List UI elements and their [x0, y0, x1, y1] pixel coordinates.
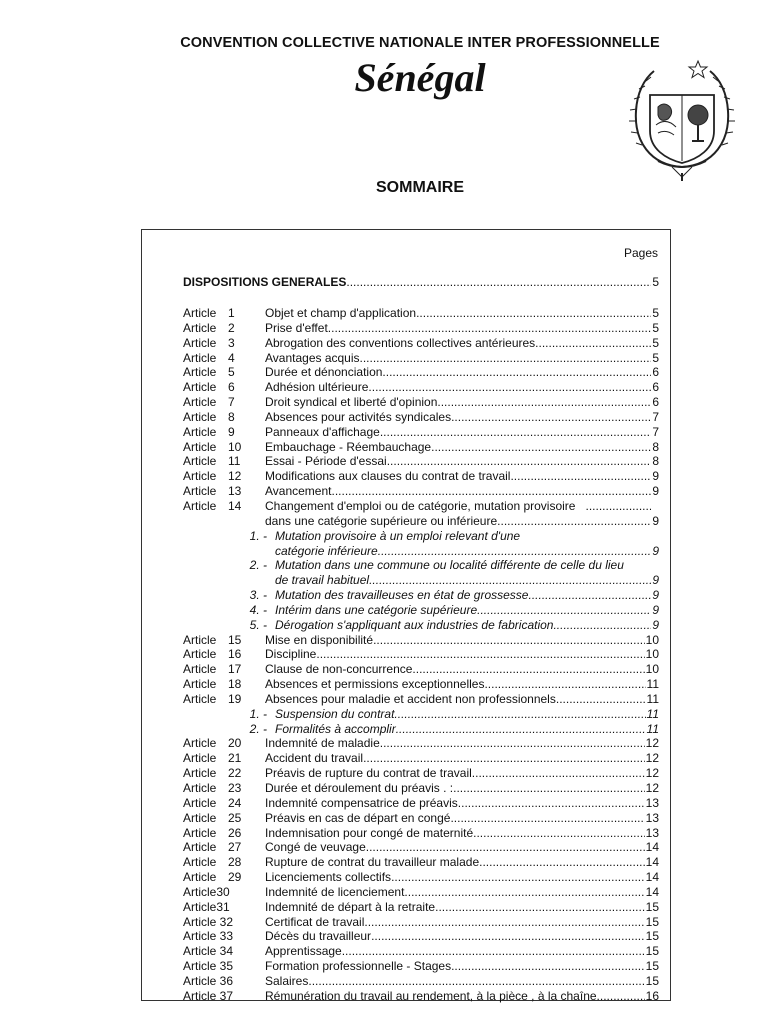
toc-article-number: 29 [228, 870, 242, 885]
toc-row [183, 840, 659, 855]
toc-page-number: 15 [645, 959, 659, 974]
toc-entry-title: Modifications aux clauses du contrat de travail [265, 469, 511, 484]
toc-page-number: 13 [645, 825, 659, 840]
toc-article-number: 22 [228, 766, 242, 781]
toc-entry-title: Absences et permissions exceptionnelles [265, 677, 485, 692]
toc-article-number: 4 [228, 350, 235, 365]
toc-article-label: Article 19 [183, 691, 242, 706]
toc-entry-title: Discipline [265, 647, 317, 662]
toc-article-number: 5 [228, 365, 235, 380]
toc-row [183, 484, 659, 499]
toc-row [183, 722, 659, 737]
toc-entry-title: Panneaux d'affichage [265, 424, 380, 439]
toc-row [183, 499, 659, 514]
toc-row [183, 469, 659, 484]
toc-page-number: 15 [645, 899, 659, 914]
toc-article-label: Article 9 [183, 424, 235, 439]
toc-entry-title: Décès du travailleur [265, 929, 372, 944]
toc-entry-title: Apprentissage [265, 944, 342, 959]
toc-article-number: 7 [228, 395, 235, 410]
toc-row [183, 736, 659, 751]
toc-entry-title: Dérogation s'appliquant aux industries de fabrication [275, 617, 554, 632]
toc-article-label: Article 21 [183, 751, 242, 766]
toc-article-label: Article 10 [183, 439, 242, 454]
toc-sub-number: 2. - [249, 558, 267, 573]
toc-entry-title: Salaires [265, 973, 309, 988]
toc-article-number: 20 [228, 736, 242, 751]
toc-article-label: Article 6 [183, 380, 235, 395]
toc-sub-number: 5. - [249, 617, 267, 632]
toc-page-number: 12 [645, 736, 659, 751]
toc-row [183, 558, 659, 573]
toc-page-number: 13 [645, 795, 659, 810]
toc-page-number: 6 [652, 365, 659, 380]
toc-row [183, 662, 659, 677]
toc-article-label: Article31 [183, 899, 230, 914]
toc-row [183, 929, 659, 944]
toc-page-number: 16 [645, 988, 659, 1003]
toc-page-number: 9 [652, 543, 659, 558]
toc-entry-title: Congé de veuvage [265, 840, 366, 855]
toc-article-label: Article 24 [183, 795, 242, 810]
toc-row [183, 440, 659, 455]
toc-page-number: 9 [652, 484, 659, 499]
toc-row [183, 900, 659, 915]
toc-list [183, 306, 659, 1004]
toc-row [183, 454, 659, 469]
toc-article-number: 1 [228, 306, 235, 320]
toc-article-label: Article 35 [183, 959, 234, 974]
toc-entry-title: Essai - Période d'essai [265, 454, 387, 469]
toc-row [183, 395, 659, 410]
toc-page-number: 6 [652, 380, 659, 395]
toc-page-number [624, 558, 625, 573]
toc-page-number: 9 [652, 573, 659, 588]
general-page: 5 [652, 275, 659, 289]
toc-page-number: 7 [652, 424, 659, 439]
toc-page-number: 14 [645, 840, 659, 855]
toc-article-number: 8 [228, 409, 235, 424]
toc-page-number: 12 [645, 781, 659, 795]
toc-article-label: Article 18 [183, 677, 242, 692]
toc-article-number: 10 [228, 439, 242, 454]
toc-article-label: Article 25 [183, 810, 242, 825]
toc-entry-title: Mutation dans une commune ou localité différente de celle du lieu [275, 558, 624, 573]
toc-entry-title: Préavis en cas de départ en congé [265, 810, 451, 825]
toc-row [183, 826, 659, 841]
toc-page-number: 9 [652, 588, 659, 603]
toc-article-label: Article 26 [183, 825, 242, 840]
toc-entry-title: Objet et champ d'application [265, 306, 417, 320]
toc-page-number: 11 [646, 677, 659, 692]
toc-article-number: 26 [228, 825, 242, 840]
toc-article-label: Article 4 [183, 350, 235, 365]
toc-row [183, 573, 659, 588]
toc-article-number: 25 [228, 810, 242, 825]
toc-page-number: 8 [652, 454, 659, 469]
toc-row [183, 766, 659, 781]
toc-entry-title: Rupture de contrat du travailleur malade [265, 855, 480, 870]
toc-page-number: 13 [645, 810, 659, 825]
toc-row [183, 989, 659, 1004]
toc-page-number: 9 [652, 602, 659, 617]
toc-row [183, 959, 659, 974]
toc-box [141, 229, 671, 1001]
toc-article-label: Article 17 [183, 662, 242, 677]
toc-page-number: 15 [645, 973, 659, 988]
toc-page-number: 10 [645, 662, 659, 677]
toc-page-number: 9 [652, 513, 659, 528]
toc-row [183, 336, 659, 351]
toc-row [183, 410, 659, 425]
toc-article-label: Article 37 [183, 988, 234, 1003]
toc-row [183, 885, 659, 900]
toc-entry-title: catégorie inférieure [275, 543, 378, 558]
toc-sub-number: 2. - [249, 721, 267, 736]
toc-page-number: 11 [646, 691, 659, 706]
toc-entry-title: Droit syndical et liberté d'opinion [265, 395, 438, 410]
toc-sub-number: 4. - [249, 602, 267, 617]
toc-entry-title: dans une catégorie supérieure ou inférieure [265, 513, 498, 528]
toc-page-number: 6 [652, 395, 659, 410]
toc-article-number: 15 [228, 632, 242, 647]
toc-article-number: 9 [228, 424, 235, 439]
toc-row [183, 618, 659, 633]
toc-sub-number: 1. - [249, 706, 267, 721]
toc-entry-title: Certificat de travail [265, 914, 365, 929]
toc-article-number: 17 [228, 662, 242, 677]
toc-article-number: 3 [228, 335, 235, 350]
toc-article-label: Article 14 [183, 498, 242, 513]
toc-entry-title: Mutation provisoire à un emploi relevant d'une [275, 528, 521, 543]
toc-entry-title: Accident du travail [265, 751, 364, 766]
senegal-emblem-icon [628, 55, 736, 183]
toc-entry-title: Avancement [265, 484, 332, 499]
toc-entry-title: Indemnité compensatrice de préavis [265, 795, 458, 810]
toc-row [183, 915, 659, 930]
toc-entry-title: Embauchage - Réembauchage [265, 439, 432, 454]
toc-article-label: Article 36 [183, 973, 234, 988]
toc-page-number: 12 [645, 751, 659, 766]
toc-sub-number: 3. - [249, 588, 267, 603]
toc-entry-title: Formation professionnelle - Stages [265, 959, 452, 974]
toc-article-number: 11 [228, 454, 241, 469]
toc-general-row [183, 275, 659, 289]
toc-article-label: Article 34 [183, 944, 234, 959]
toc-article-label: Article 22 [183, 766, 242, 781]
toc-article-number: 13 [228, 484, 242, 499]
toc-page-number: 10 [645, 632, 659, 647]
toc-page-number: 14 [645, 884, 659, 899]
toc-entry-title: Préavis de rupture du contrat de travail [265, 766, 472, 781]
toc-article-label: Article 7 [183, 395, 235, 410]
toc-row [183, 751, 659, 766]
general-label: DISPOSITIONS GENERALES [183, 275, 347, 289]
toc-page-number: 5 [652, 320, 659, 335]
toc-page-number: 14 [645, 870, 659, 885]
toc-article-number: 14 [228, 498, 242, 513]
toc-entry-title: Clause de non-concurrence [265, 662, 413, 677]
toc-entry-title: Adhésion ultérieure [265, 380, 369, 395]
toc-entry-title: Mutation des travailleuses en état de grossesse [275, 588, 529, 603]
toc-page-number [520, 529, 521, 544]
toc-entry-title: Indemnité de départ à la retraite [265, 899, 436, 914]
toc-article-number: 2 [228, 320, 235, 335]
toc-page-number: 11 [646, 721, 659, 736]
toc-entry-title: Absences pour maladie et accident non professionnels [265, 691, 556, 706]
toc-page-number: 15 [645, 929, 659, 944]
toc-entry-title: Intérim dans une catégorie supérieure [275, 602, 478, 617]
toc-article-number: 23 [228, 781, 242, 795]
toc-entry-title: Changement d'emploi ou de catégorie, mutation provisoire [265, 498, 576, 513]
toc-article-label: Article 12 [183, 469, 242, 484]
toc-entry-title: Durée et déroulement du préavis . : [265, 781, 454, 795]
toc-row [183, 974, 659, 989]
toc-page-number: 10 [645, 647, 659, 662]
toc-entry-title: Absences pour activités syndicales [265, 409, 452, 424]
toc-page-number [651, 499, 652, 514]
toc-row [183, 692, 659, 707]
toc-row [183, 529, 659, 544]
toc-row [183, 855, 659, 870]
pages-label: Pages [623, 246, 658, 260]
toc-row [183, 321, 659, 336]
toc-article-label: Article 28 [183, 855, 242, 870]
toc-article-label [183, 514, 265, 529]
toc-article-label: Article 1 [183, 306, 235, 320]
toc-article-label: Article 13 [183, 484, 242, 499]
toc-article-label: Article 16 [183, 647, 242, 662]
toc-row [183, 647, 659, 662]
toc-page-number: 11 [646, 706, 659, 721]
document-title: CONVENTION COLLECTIVE NATIONALE INTER PROFESSIONNELLE [180, 35, 660, 51]
toc-article-number: 27 [228, 840, 242, 855]
toc-sub-number [183, 544, 275, 559]
country-name: Sénégal [354, 55, 486, 100]
toc-row [183, 425, 659, 440]
toc-row [183, 365, 659, 380]
toc-page-number: 7 [652, 409, 659, 424]
toc-article-label: Article 15 [183, 632, 242, 647]
toc-row [183, 633, 659, 648]
section-heading: SOMMAIRE [376, 179, 464, 196]
toc-sub-number [183, 573, 275, 588]
toc-entry-title: Suspension du contrat [275, 706, 395, 721]
toc-article-label: Article 5 [183, 365, 235, 380]
toc-row [183, 544, 659, 559]
toc-row [183, 603, 659, 618]
toc-entry-title: Durée et dénonciation [265, 365, 383, 380]
toc-article-number: 6 [228, 380, 235, 395]
toc-article-label: Article30 [183, 884, 230, 899]
toc-row [183, 514, 659, 529]
toc-entry-title: Indemnité de licenciement [265, 884, 405, 899]
toc-article-number: 18 [228, 677, 242, 692]
toc-sub-number: 1. - [249, 528, 267, 543]
toc-page-number: 5 [652, 350, 659, 365]
toc-article-label: Article 32 [183, 914, 234, 929]
toc-row [183, 380, 659, 395]
toc-entry-title: Licenciements collectifs [265, 870, 392, 885]
toc-row [183, 351, 659, 366]
toc-page-number: 5 [652, 306, 659, 320]
toc-article-number: 24 [228, 795, 242, 810]
toc-row [183, 811, 659, 826]
toc-page-number: 15 [645, 914, 659, 929]
toc-page-number: 9 [652, 617, 659, 632]
toc-page-number: 9 [652, 469, 659, 484]
toc-entry-title: Indemnisation pour congé de maternité [265, 825, 474, 840]
toc-page-number: 14 [645, 855, 659, 870]
toc-page-number: 12 [645, 766, 659, 781]
toc-row [183, 707, 659, 722]
toc-row [183, 870, 659, 885]
toc-article-label: Article 27 [183, 840, 242, 855]
toc-article-label: Article 2 [183, 320, 235, 335]
toc-row [183, 796, 659, 811]
toc-article-label: Article 3 [183, 335, 235, 350]
toc-entry-title: Indemnité de maladie [265, 736, 380, 751]
toc-article-label: Article 20 [183, 736, 242, 751]
toc-row [183, 944, 659, 959]
toc-article-number: 28 [228, 855, 242, 870]
toc-article-label: Article 8 [183, 409, 235, 424]
toc-page-number: 15 [645, 944, 659, 959]
toc-page-number: 8 [652, 439, 659, 454]
toc-page-number: 5 [652, 335, 659, 350]
toc-row [183, 781, 659, 796]
toc-article-number: 16 [228, 647, 242, 662]
toc-entry-title: Abrogation des conventions collectives antérieures [265, 335, 536, 350]
toc-row [183, 306, 659, 321]
toc-article-label: Article 33 [183, 929, 234, 944]
toc-article-number: 19 [228, 691, 242, 706]
toc-entry-title: Mise en disponibilité [265, 632, 374, 647]
toc-entry-title: de travail habituel [275, 573, 370, 588]
toc-entry-title: Prise d'effet [265, 320, 328, 335]
toc-row [183, 677, 659, 692]
toc-article-label: Article 11 [183, 454, 241, 469]
toc-article-label: Article 23 [183, 781, 242, 795]
toc-entry-title: Avantages acquis [265, 350, 360, 365]
toc-entry-title: Formalités à accomplir [275, 721, 396, 736]
toc-article-number: 21 [228, 751, 242, 766]
toc-article-number: 12 [228, 469, 242, 484]
toc-row [183, 588, 659, 603]
toc-article-label: Article 29 [183, 870, 242, 885]
toc-entry-title: Rémunération du travail au rendement, à la pièce , à la chaîne [265, 988, 597, 1003]
